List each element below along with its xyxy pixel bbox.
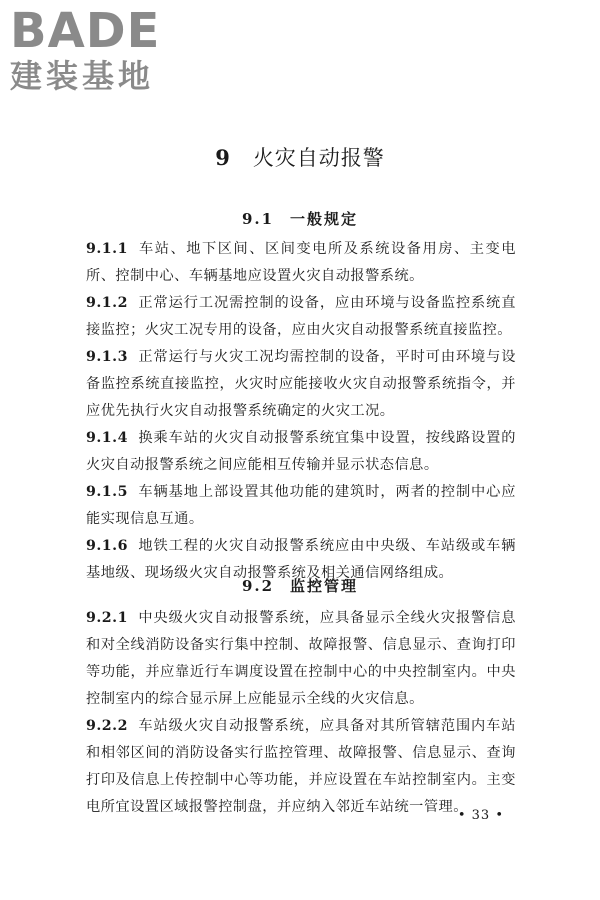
chapter-number: 9 — [215, 145, 231, 170]
clause-number: 9.1.6 — [86, 538, 128, 554]
clause-number: 9.2.2 — [86, 718, 128, 734]
chapter-title — [0, 142, 600, 172]
clause-text: 中央级火灾自动报警系统，应具备显示全线火灾报警信息和对全线消防设备实行集中控制、故障报警、信息显示、查询打印等功能，并应靠近行车调度设置在控制中心的中央控制室内。中央控制室内的综合显示屏上应能显示全线的火灾信息。 — [86, 610, 516, 707]
section-heading — [0, 575, 600, 596]
clause-number: 9.1.5 — [86, 484, 128, 500]
section-title-text: 一般规定 — [290, 210, 359, 228]
page-number: • 33 • — [457, 808, 504, 823]
clause-text: 地铁工程的火灾自动报警系统应由中央级、车站级或车辆基地级、现场级火灾自动报警系统及相关通信网络组成。 — [86, 538, 516, 581]
clause-text: 车辆基地上部设置其他功能的建筑时，两者的控制中心应能实现信息互通。 — [86, 484, 516, 527]
clause — [86, 236, 516, 290]
clause-number: 9.1.3 — [86, 349, 128, 365]
clause-number: 9.1.2 — [86, 295, 128, 311]
clause — [86, 290, 516, 344]
clause — [86, 425, 516, 479]
section-body — [86, 605, 516, 821]
section-number: 9.1 — [241, 210, 275, 228]
logo-brand-text: BADE — [10, 3, 161, 59]
clause-number: 9.1.1 — [86, 241, 128, 257]
brand-logo — [10, 3, 161, 95]
clause — [86, 344, 516, 425]
clause-text: 车站、地下区间、区间变电所及系统设备用房、主变电所、控制中心、车辆基地应设置火灾自动报警系统。 — [86, 241, 516, 284]
section-title-text: 监控管理 — [290, 577, 359, 595]
clause-text: 正常运行工况需控制的设备，应由环境与设备监控系统直接监控；火灾工况专用的设备，应由火灾自动报警系统直接监控。 — [86, 295, 516, 338]
clause-number: 9.2.1 — [86, 610, 128, 626]
section-body — [86, 236, 516, 587]
chapter-title-text: 火灾自动报警 — [252, 146, 385, 170]
clause-text: 车站级火灾自动报警系统，应具备对其所管辖范围内车站和相邻区间的消防设备实行监控管理、故障报警、信息显示、查询打印及信息上传控制中心等功能，并应设置在车站控制室内。主变电所宜设置区域报警控制盘，并应纳入邻近车站统一管理。 — [86, 718, 516, 815]
clause — [86, 479, 516, 533]
clause — [86, 605, 516, 713]
clause-text: 换乘车站的火灾自动报警系统宜集中设置，按线路设置的火灾自动报警系统之间应能相互传输并显示状态信息。 — [86, 430, 516, 473]
section-number: 9.2 — [241, 577, 275, 595]
logo-subtitle: 建装基地 — [10, 57, 155, 95]
section-heading — [0, 208, 600, 229]
clause-number: 9.1.4 — [86, 430, 128, 446]
clause-text: 正常运行与火灾工况均需控制的设备，平时可由环境与设备监控系统直接监控，火灾时应能接收火灾自动报警系统指令，并应优先执行火灾自动报警系统确定的火灾工况。 — [86, 349, 516, 419]
clause — [86, 713, 516, 821]
